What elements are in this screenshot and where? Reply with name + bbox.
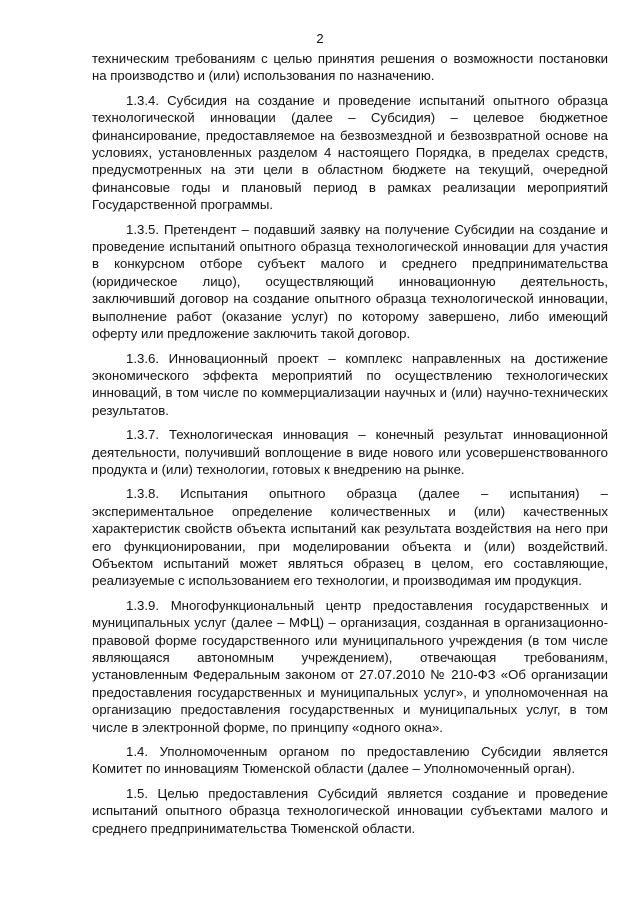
paragraph-1-3-5: 1.3.5. Претендент – подавший заявку на получение Субсидии на создание и проведение испытаний опытного образца технологической инновации для участия в конкурсном отборе субъект малого и среднего предпринимательства (юридическое лицо), осуществляющий инновационную деятельность, заключивший договор на создание опытного образца технологической инновации, выполнение работ (оказание услуг) по которому завершено, либо имеющий оферту или предложение заключить такой договор. <box>92 221 608 342</box>
paragraph-1-3-6: 1.3.6. Инновационный проект – комплекс направленных на достижение экономического эффекта мероприятий по осуществлению технологических инноваций, в том числе по коммерциализации научных и (или) научно-технических результатов. <box>92 350 608 418</box>
page-number: 2 <box>316 31 324 46</box>
paragraph-1-3-9: 1.3.9. Многофункциональный центр предоставления государственных и муниципальных услуг (далее – МФЦ) – организация, созданная в организационно-правовой форме государственного или муниципального учреждения (в том числе являющаяся автономным учреждением), отвечающая требованиям, установленным Федеральным законом от 27.07.2010 № 210-ФЗ «Об организации предоставления государственных и муниципальных услуг», и уполномоченная на организацию предоставления государственных и муниципальных услуг, в том числе в электронной форме, по принципу «одного окна». <box>92 597 608 735</box>
paragraph-1-3-4: 1.3.4. Субсидия на создание и проведение испытаний опытного образца технологической инновации (далее – Субсидия) – целевое бюджетное финансирование, предоставляемое на безвозмездной и безвозвратной основе на условиях, установленных разделом 4 настоящего Порядка, в пределах средств, предусмотренных на эти цели в областном бюджете на текущий, очередной финансовые годы и плановый период в рамках реализации мероприятий Государственной программы. <box>92 92 608 213</box>
paragraph-1-3-7: 1.3.7. Технологическая инновация – конечный результат инновационной деятельности, получивший воплощение в виде нового или усовершенствованного продукта и (или) технологии, готовых к внедрению на рынке. <box>92 427 608 477</box>
paragraph-continuation: техническим требованиям с целью принятия решения о возможности постановки на производство и (или) использования по назначению. <box>92 51 608 84</box>
paragraph-1-5: 1.5. Целью предоставления Субсидий является создание и проведение испытаний опытного образца технологической инновации субъектами малого и среднего предпринимательства Тюменской области. <box>92 785 608 836</box>
paragraph-1-4: 1.4. Уполномоченным органом по предоставлению Субсидии является Комитет по инновациям Тюменской области (далее – Уполномоченный орган). <box>92 744 608 777</box>
paragraph-1-3-8: 1.3.8. Испытания опытного образца (далее – испытания) – экспериментальное определение количественных и (или) качественных характеристик свойств объекта испытаний как результата воздействия на него при его функционировании, при моделировании объекта и (или) воздействий. Объектом испытаний может являться образец в целом, его составляющие, реализуемые с использованием его технологии, и производимая им продукция. <box>92 486 608 589</box>
document-body <box>92 50 608 844</box>
